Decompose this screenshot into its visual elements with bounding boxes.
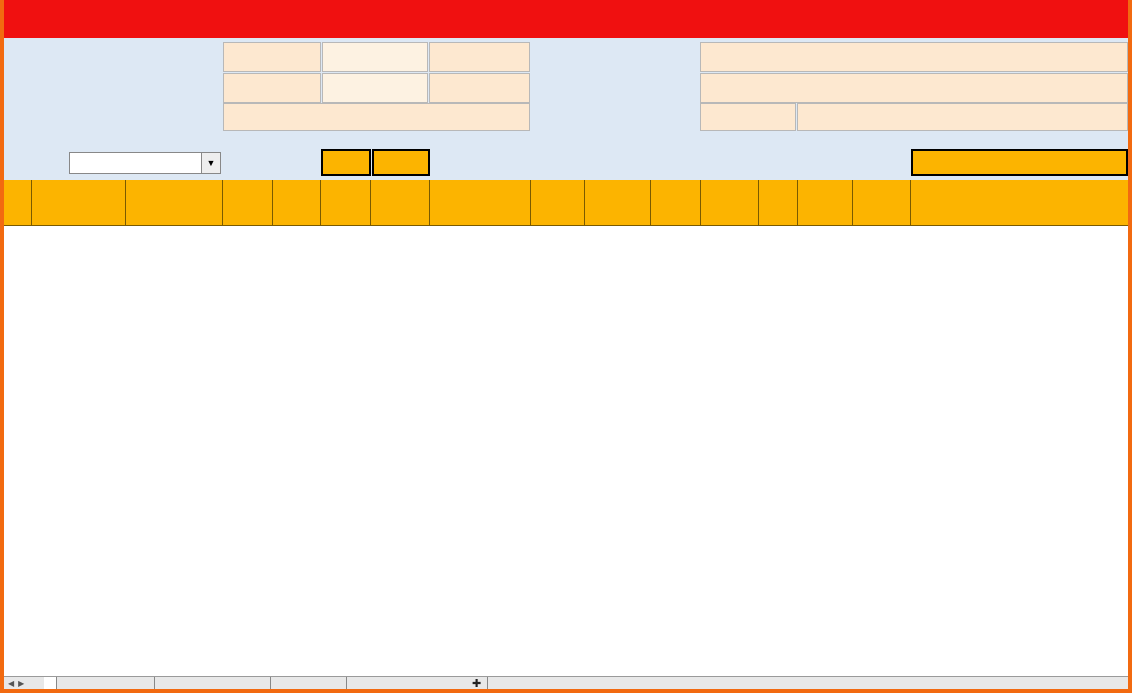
plz-field[interactable]: [700, 103, 796, 131]
vorname-field[interactable]: [223, 73, 321, 103]
firma-label: [531, 42, 699, 72]
col-urlaub: [759, 180, 798, 226]
tab-kalender[interactable]: [258, 677, 271, 690]
lohn-brutto-label: [322, 73, 428, 103]
sheet-title-bar: [4, 0, 1128, 38]
name-field[interactable]: [223, 103, 530, 131]
soll-zeit-field[interactable]: [372, 149, 430, 176]
legend-box: [911, 149, 1128, 176]
tab-monatsuebersicht[interactable]: [142, 677, 155, 690]
firma-field[interactable]: [700, 42, 1128, 72]
sheet-tab-bar: [4, 676, 1128, 693]
first-tab-icon[interactable]: ◀: [8, 679, 15, 688]
col-taeglich: [651, 180, 701, 226]
lohn-netto-label: [322, 42, 428, 72]
col-kumuliert: [430, 180, 531, 226]
abteilung-label: [10, 152, 68, 174]
lohn-netto-field[interactable]: [429, 42, 530, 72]
soll-pause-label: [322, 133, 370, 147]
col-schnitt: [585, 180, 651, 226]
table-header: [4, 180, 1128, 226]
soll-pause-field[interactable]: [321, 149, 371, 176]
urlaub-check-header: [759, 162, 797, 176]
jahr-label: [6, 42, 222, 72]
soll-zeit-label: [372, 133, 430, 147]
col-anzahl: [531, 180, 585, 226]
col-gleitzeit: [798, 180, 853, 226]
ort-field[interactable]: [797, 103, 1128, 131]
col-kw: [4, 180, 32, 226]
strasse-label: [531, 73, 699, 103]
last-tab-icon[interactable]: ▶: [18, 679, 25, 688]
col-datum: [32, 180, 126, 226]
col-tagesarbeitszeit: [371, 180, 430, 226]
col-pausen: [321, 180, 371, 226]
col-anwesend: [701, 180, 759, 226]
plz-ort-label: [531, 103, 699, 131]
vorname-label: [6, 73, 222, 103]
jahr-field[interactable]: [223, 42, 321, 72]
strasse-field[interactable]: [700, 73, 1128, 103]
col-geht: [273, 180, 321, 226]
col-kommt: [223, 180, 273, 226]
new-sheet-icon[interactable]: ✚: [466, 677, 488, 690]
tab-stammdaten[interactable]: [44, 677, 57, 690]
abteilung-dropdown[interactable]: [69, 152, 221, 174]
chevron-down-icon[interactable]: ▼: [201, 153, 220, 173]
tab-lohnsteuerformular[interactable]: [334, 677, 347, 690]
col-bemerkung: [911, 180, 1128, 226]
name-label: [6, 103, 222, 133]
col-wochentag: [126, 180, 223, 226]
lohn-brutto-field[interactable]: [429, 73, 530, 103]
anwesend-check-header: [702, 162, 758, 176]
tab-scroll-arrows[interactable]: [4, 677, 48, 690]
col-kurzarbeit: [853, 180, 911, 226]
